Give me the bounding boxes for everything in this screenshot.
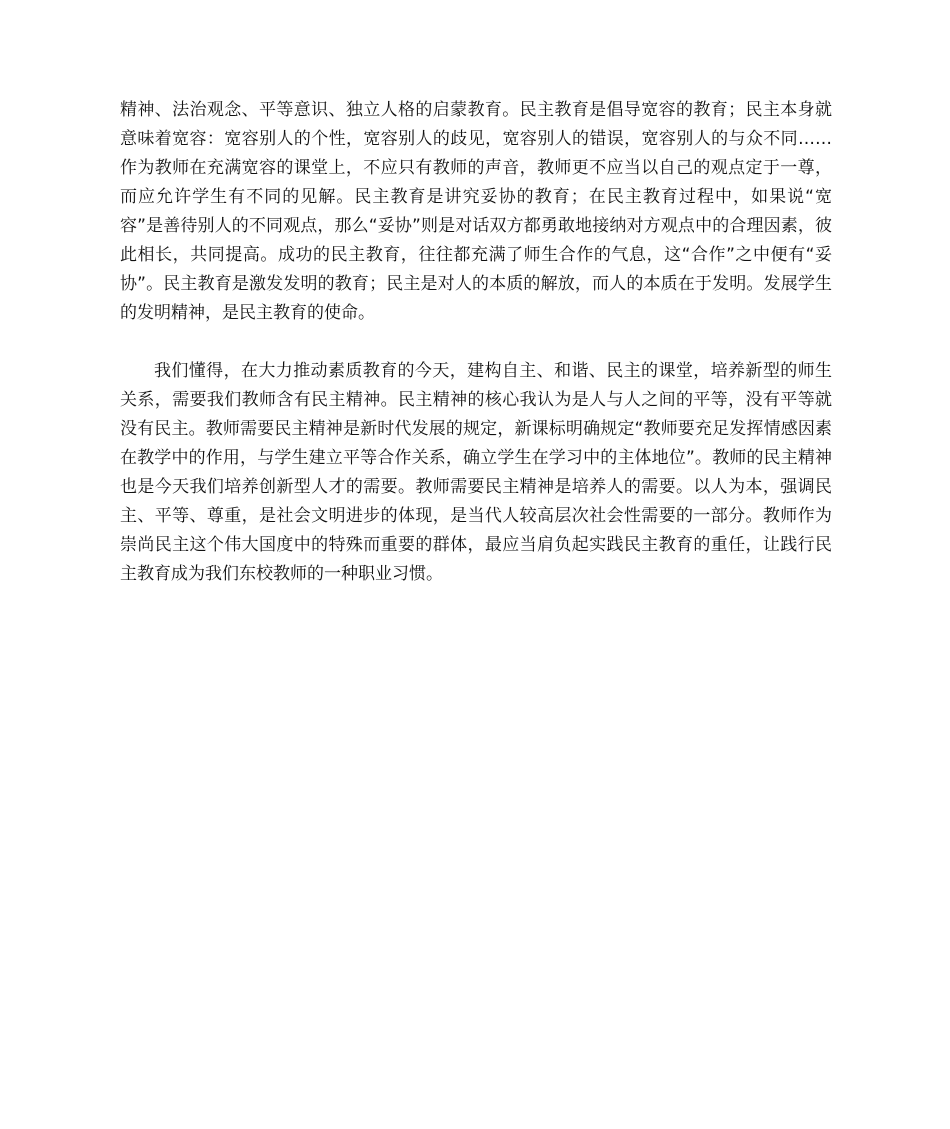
paragraph-2: 我们懂得，在大力推动素质教育的今天，建构自主、和谐、民主的课堂，培养新型的师生关系，需要我们教师含有民主精神。民主精神的核心我认为是人与人之间的平等，没有平等就没有民主。教师需要民主精神是新时代发展的规定，新课标明确规定“教师要充足发挥情感因素在教学中的作用，与学生建立平等合作关系，确立学生在学习中的主体地位”。教师的民主精神也是今天我们培养创新型人才的需要。教师需要民主精神是培养人的需要。以人为本，强调民主、平等、尊重，是社会文明进步的体现，是当代人较高层次社会性需要的一部分。教师作为崇尚民主这个伟大国度中的特殊而重要的群体，最应当肩负起实践民主教育的重任，让践行民主教育成为我们东校教师的一种职业习惯。 [120, 361, 832, 584]
document-body [120, 96, 832, 589]
paragraph-1: 精神、法治观念、平等意识、独立人格的启蒙教育。民主教育是倡导宽容的教育；民主本身就意味着宽容：宽容别人的个性，宽容别人的歧见，宽容别人的错误，宽容别人的与众不同……作为教师在充满宽容的课堂上，不应只有教师的声音，教师更不应当以自己的观点定于一尊，而应允许学生有不同的见解。民主教育是讲究妥协的教育；在民主教育过程中，如果说“宽容”是善待别人的不同观点，那么“妥协”则是对话双方都勇敢地接纳对方观点中的合理因素，彼此相长，共同提高。成功的民主教育，往往都充满了师生合作的气息，这“合作”之中便有“妥协”。民主教育是激发发明的教育；民主是对人的本质的解放，而人的本质在于发明。发展学生的发明精神，是民主教育的使命。 [120, 100, 832, 323]
